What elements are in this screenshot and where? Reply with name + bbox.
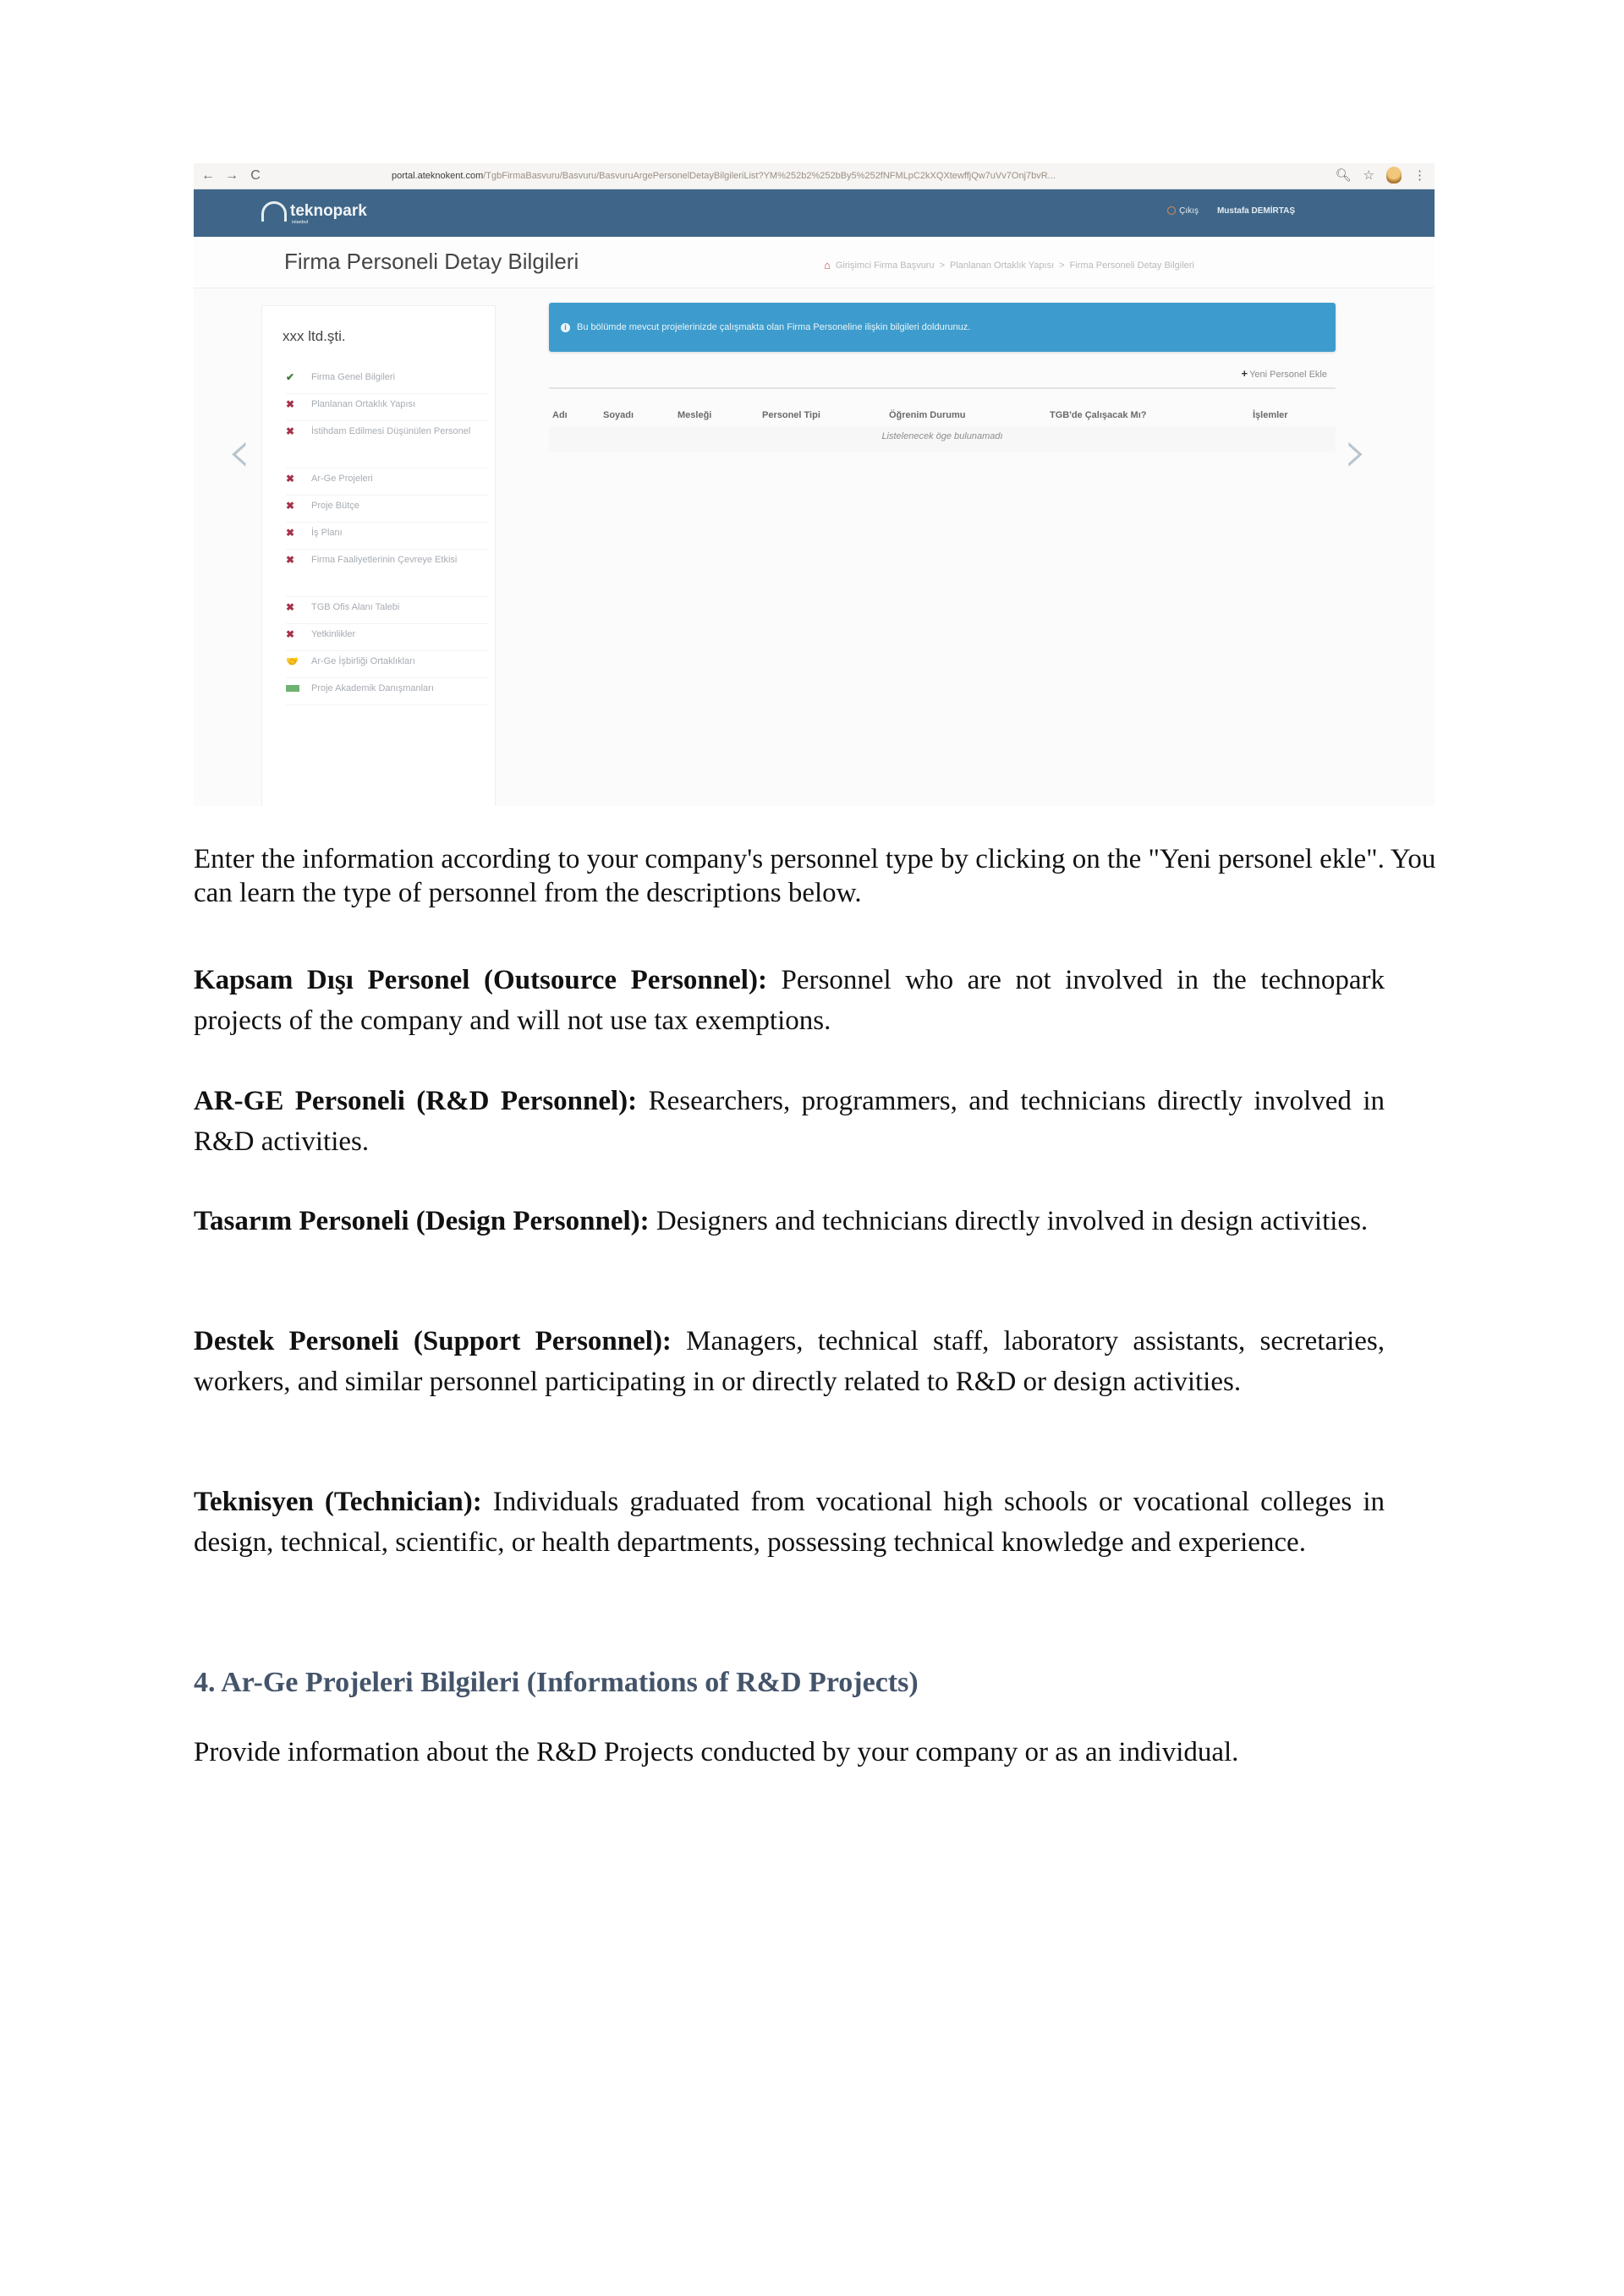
definition-text: Designers and technicians directly involved in design activities. — [656, 1206, 1369, 1236]
page-title: Firma Personeli Detay Bilgileri — [284, 249, 579, 274]
power-icon — [1167, 206, 1176, 215]
reload-icon[interactable]: C — [250, 168, 261, 183]
breadcrumb-separator: > — [1059, 260, 1065, 271]
handshake-icon: 🤝 — [286, 655, 299, 667]
column-header-meslegi[interactable]: Mesleği — [678, 410, 712, 420]
column-header-ogrenim-durumu[interactable]: Öğrenim Durumu — [889, 410, 966, 420]
logout-link[interactable] — [1167, 206, 1199, 216]
definition-term: Tasarım Personeli (Design Personnel): — [194, 1206, 650, 1236]
sidebar-item-label: İş Planı — [311, 528, 343, 538]
definition-technician — [194, 1482, 1385, 1563]
user-name[interactable]: Mustafa DEMİRTAŞ — [1216, 206, 1295, 216]
logo-mark-icon — [261, 201, 287, 222]
breadcrumb-item-current: Firma Personeli Detay Bilgileri — [1069, 260, 1194, 271]
page-header — [194, 237, 1435, 288]
teknopark-logo[interactable] — [261, 201, 367, 225]
cross-icon: ✖ — [286, 554, 295, 566]
plus-icon: + — [1241, 367, 1248, 380]
sidebar-item-label: Proje Bütçe — [311, 501, 359, 511]
breadcrumb — [824, 259, 1194, 271]
cross-icon: ✖ — [286, 473, 295, 485]
info-alert — [549, 303, 1336, 352]
logo-subtext: istanbul — [292, 220, 309, 225]
definition-rd-personnel — [194, 1081, 1385, 1162]
sidebar-item-label: TGB Ofis Alanı Talebi — [311, 602, 400, 612]
table-header — [549, 404, 1336, 426]
sidebar-item-firma-genel-bilgileri[interactable] — [286, 367, 489, 394]
cross-icon: ✖ — [286, 500, 295, 512]
toolbar-row — [549, 352, 1336, 389]
more-vertical-icon[interactable]: ⋮ — [1413, 168, 1426, 183]
section-heading — [194, 1666, 1385, 1700]
sidebar-item-tgb-ofis-alani[interactable] — [286, 597, 489, 624]
add-personnel-label: Yeni Personel Ekle — [1249, 370, 1327, 380]
sidebar-item-label: Proje Akademik Danışmanları — [311, 683, 434, 693]
definition-term: Kapsam Dışı Personel (Outsource Personnel): — [194, 965, 767, 995]
definition-text: Managers, technical staff, laboratory assistants, secretaries, workers, and similar personnel participating in or directly related to R&D or design activities. — [194, 1326, 1385, 1397]
cross-icon: ✖ — [286, 425, 295, 437]
sidebar-item-label: Firma Faaliyetlerinin Çevreye Etkisi — [311, 555, 458, 565]
definition-term: Teknisyen (Technician): — [194, 1487, 482, 1517]
column-header-adi[interactable]: Adı — [552, 410, 568, 420]
sidebar-item-yetkinlikler[interactable] — [286, 624, 489, 651]
definition-text: Individuals graduated from vocational high schools or vocational colleges in design, technical, scientific, or health departments, possessing technical knowledge and experience. — [194, 1487, 1385, 1558]
sidebar-item-label: Planlanan Ortaklık Yapısı — [311, 399, 416, 409]
bookmark-star-icon[interactable]: ☆ — [1363, 168, 1374, 183]
cross-icon: ✖ — [286, 527, 295, 539]
browser-toolbar — [194, 163, 1435, 189]
breadcrumb-item[interactable]: Girişimci Firma Başvuru — [835, 260, 935, 271]
sidebar-item-ar-ge-projeleri[interactable] — [286, 469, 489, 496]
section-title: Ar-Ge Projeleri Bilgileri (Informations of R&D Projects) — [221, 1667, 919, 1698]
url-path: /TgbFirmaBasvuru/Basvuru/BasvuruArgePersonelDetayBilgileriList?YM%252b2%252bBy5%252fNFMLpC2kXQXtewffjQw7uVv7Onj7bvR... — [483, 171, 1056, 181]
definition-text: Researchers, programmers, and technicians directly involved in R&D activities. — [194, 1086, 1385, 1157]
carousel-prev-chevron-icon[interactable]: ‹ — [228, 417, 251, 486]
sidebar-item-cevreye-etkisi[interactable] — [286, 550, 489, 597]
definition-text: Personnel who are not involved in the technopark projects of the company and will not use tax exemptions. — [194, 965, 1385, 1036]
alert-text: Bu bölümde mevcut projelerinizde çalışmakta olan Firma Personeline ilişkin bilgileri doldurunuz. — [577, 322, 971, 332]
app-header — [194, 189, 1435, 237]
logo-text: teknopark — [290, 202, 367, 220]
address-bar[interactable] — [392, 171, 1288, 181]
zoom-icon[interactable]: 🔍︎ — [1335, 168, 1352, 183]
cross-icon: ✖ — [286, 628, 295, 640]
column-header-islemler: İşlemler — [1253, 410, 1288, 420]
sidebar-item-is-plani[interactable] — [286, 523, 489, 550]
definition-support-personnel — [194, 1321, 1385, 1402]
info-icon: i — [561, 323, 570, 332]
cross-icon: ✖ — [286, 398, 295, 410]
breadcrumb-separator: > — [939, 260, 946, 271]
column-header-soyadi[interactable]: Soyadı — [603, 410, 634, 420]
column-header-tgb-calisacak[interactable]: TGB'de Çalışacak Mı? — [1050, 410, 1147, 420]
sidebar-item-label: Ar-Ge İşbirliği Ortaklıkları — [311, 656, 415, 666]
sidebar-item-akademik-danismanlari[interactable] — [286, 678, 489, 705]
definition-term: AR-GE Personeli (R&D Personnel): — [194, 1086, 638, 1116]
section-paragraph: Provide information about the R&D Projects conducted by your company or as an individual. — [194, 1737, 1239, 1767]
flag-icon — [286, 685, 299, 692]
personnel-table — [549, 404, 1336, 452]
section-number: 4. — [194, 1667, 216, 1698]
embedded-screenshot — [194, 163, 1435, 806]
forward-arrow-icon[interactable]: → — [225, 168, 239, 183]
sidebar-item-planlanan-ortaklik-yapisi[interactable] — [286, 394, 489, 421]
sidebar-item-label: Yetkinlikler — [311, 629, 356, 639]
carousel-next-chevron-icon[interactable]: › — [1344, 417, 1368, 486]
empty-table-message: Listelenecek öge bulunamadı — [549, 426, 1336, 452]
main-content — [549, 303, 1336, 452]
company-name: xxx ltd.şti. — [283, 328, 346, 344]
sidebar-item-label: İstihdam Edilmesi Düşünülen Personel — [311, 426, 471, 436]
application-steps-sidebar — [261, 305, 496, 806]
sidebar-item-proje-butce[interactable] — [286, 496, 489, 523]
logout-label: Çıkış — [1179, 206, 1199, 216]
column-header-personel-tipi[interactable]: Personel Tipi — [762, 410, 820, 420]
sidebar-item-label: Ar-Ge Projeleri — [311, 474, 373, 484]
back-arrow-icon[interactable]: ← — [201, 168, 215, 183]
definition-design-personnel — [194, 1201, 1385, 1241]
breadcrumb-item[interactable]: Planlanan Ortaklık Yapısı — [950, 260, 1055, 271]
cross-icon: ✖ — [286, 601, 295, 613]
intro-paragraph: Enter the information according to your company's personnel type by clicking on the "Yeni personel ekle". You can learn the type of personnel from the descriptions below. — [194, 844, 1436, 908]
definition-term: Destek Personeli (Support Personnel): — [194, 1326, 672, 1356]
home-icon[interactable]: ⌂ — [824, 259, 831, 271]
sidebar-item-istihdam-personel[interactable] — [286, 421, 489, 469]
sidebar-item-label: Firma Genel Bilgileri — [311, 372, 396, 382]
sidebar-item-isbirligi-ortakliklari[interactable] — [286, 651, 489, 678]
profile-avatar-icon[interactable] — [1386, 167, 1402, 184]
definition-outsource-personnel — [194, 960, 1385, 1041]
url-domain: portal.ateknokent.com — [392, 171, 484, 181]
check-icon: ✔ — [286, 371, 295, 383]
add-personnel-button[interactable] — [1241, 367, 1327, 380]
steps-list — [286, 367, 489, 705]
